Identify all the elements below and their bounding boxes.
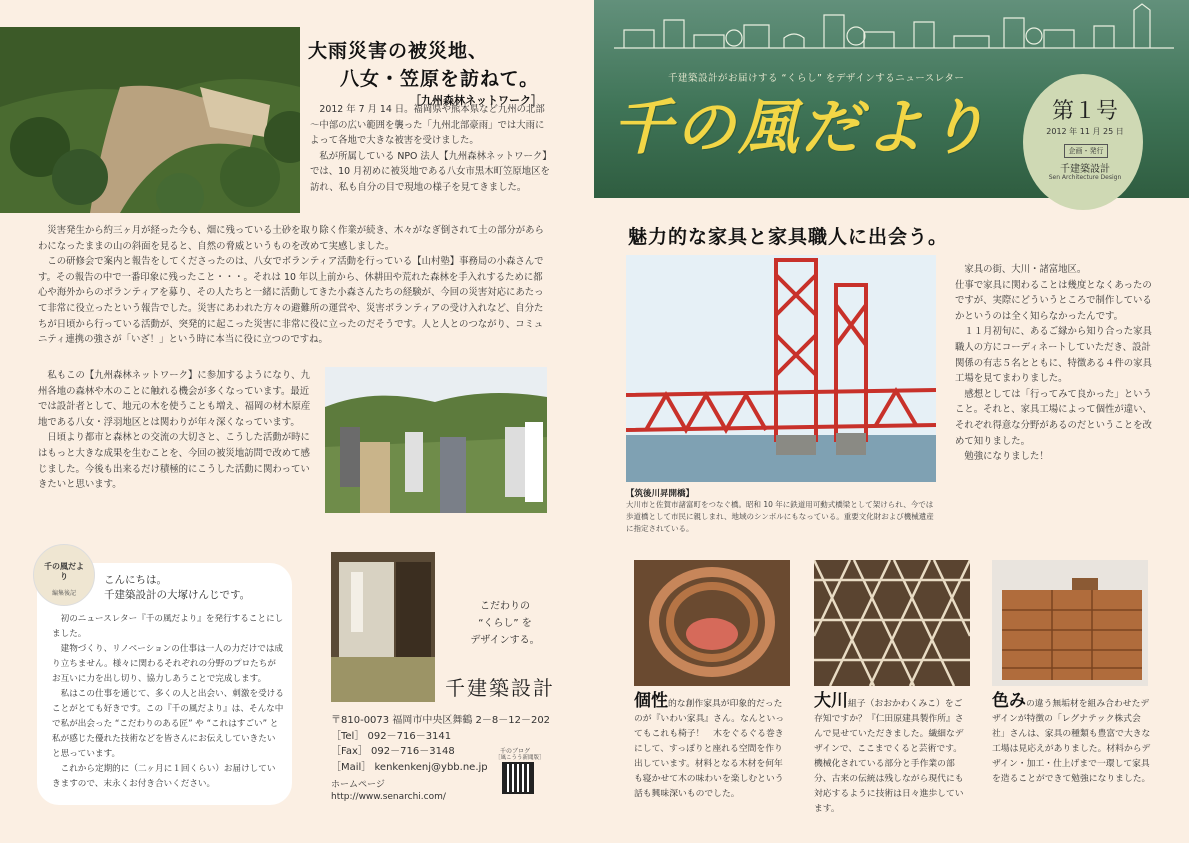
furniture-p2: 仕事で家具に関わることは幾度となくあったのですが、実際にどういうところで制作しているかというのは全く知らなかったんです。: [955, 279, 1152, 322]
issue-org-label: 企画・発行: [1064, 144, 1108, 158]
col2-sub: 組子（おおかわくみこ）をご存知ですか？: [814, 699, 963, 724]
furniture-body: [955, 262, 1155, 465]
disaster-p2: 私が所属している NPO 法人【九州森林ネットワーク】では、10 月初めに被災地である八女市黒木町笠原地区を訪れ、私も自分の目で現地の様子を見てきました。: [310, 150, 550, 193]
issue-org-en: Sen Architecture Design: [1048, 174, 1122, 181]
visitors-photo: [325, 367, 547, 513]
disaster-body2: [38, 368, 316, 493]
disaster-p5: 私もこの【九州森林ネットワーク】に参加するようになり、九州各地の森林や木のことに触れる機会が多くなっています。最近では設計者として、地元の木を使うことも増え、福岡の材木原産地である八女・浮羽地区とは関わりが年々深くなっています。: [38, 370, 311, 428]
col3-head: 色み: [992, 691, 1026, 711]
disaster-intro: [310, 102, 550, 196]
furniture-p3: １１月初旬に、あるご縁から知り合った家具職人の方にコーディネートしていただき、設計関係の有志５名とともに、特徴ある４件の家具工場を見てまわりました。: [955, 326, 1152, 385]
bridge-photo: [626, 255, 936, 482]
slogan-line3: デザインする。: [470, 635, 540, 646]
tel: ［Tel］ 092－716－3141: [331, 730, 452, 742]
col-chair: [634, 691, 790, 802]
landslide-photo: [0, 27, 300, 213]
editor-p2: 建物づくり、リノベーションの仕事は一人の力だけでは成り立ちません。様々に関わるそれぞれの分野のプロたちがお互いに力を出し切り、協力しあうことで完成します。: [52, 644, 284, 684]
greeting-line1: こんにちは。: [104, 574, 167, 586]
disaster-body: [38, 223, 550, 348]
issue-org: 千建築設計: [1060, 164, 1110, 175]
article-org: ［九州森林ネットワーク］: [410, 94, 542, 107]
drawer-photo: [992, 560, 1148, 686]
disaster-p1: 2012 年 7 月 14 日。福岡県や熊本県など九州の北部～中部の広い範囲を襲った「九州北部豪雨」では大雨によって各地で大きな被害を受けました。: [310, 104, 545, 147]
col-kumiko: [814, 691, 970, 817]
disaster-p6: 日頃より都市と森林との交流の大切さと、こうした活動が時にはもっと大きな成果を生むことを、今回の被災地訪問で改めて感じました。今後も出来るだけ積極的にこうした活動に関わっていきたいと思います。: [38, 432, 310, 491]
slogan: [455, 598, 555, 649]
badge-title: 千の風だより: [44, 562, 84, 581]
furniture-p1: 家具の街、大川・諸富地区。: [964, 264, 1087, 275]
issue-date: 2012 年 11 月 25 日: [1046, 127, 1124, 136]
article-title-line1: 大雨災害の被災地、: [308, 40, 489, 62]
slogan-line2: “くらし” を: [478, 618, 532, 629]
slogan-line1: こだわりの: [480, 601, 530, 612]
editor-greeting: [104, 573, 284, 603]
disaster-p3: 災害発生から約三ヶ月が経った今も、畑に残っている土砂を取り除く作業が続き、木々がなぎ倒されて土の部分があらわになったままの山の斜面を見ると、自然の脅威というものを改めて実感しました。: [38, 225, 544, 252]
blog-sub: ［風こうう新聞版］: [495, 755, 545, 761]
mail[interactable]: ［Mail］ kenkenkenj@ybb.ne.jp: [331, 761, 488, 773]
blog-label: 千のブログ: [500, 748, 531, 755]
editor-body: [52, 612, 284, 792]
disaster-p4: この研修会で案内と報告をしてくださったのは、八女でボランティア活動を行っている【山村塾】事務局の小森さんです。その報告の中で一番印象に残ったこと・・・。それは 10 年以上前から、休耕田や荒れた森林を手入れするために都心や海外からのボランティアを募り、その人たちと一緒に活動してきた小森さんたちの経験が、今回の災害対応にあたって非常に役立ったという報告でした。災害にあわれた方々の避難所の運営や、災害ボランティアの受け入れなど、自分たちが日頃から行っている活動が、突発的に起こった災害に非常に役に立ったのだそうです。人と人とのつながり、コミュニティ連携の強さが「いざ！」という時に本当に役に立つのですね。: [38, 256, 544, 346]
tagline: 千建築設計がお届けする “くらし” をデザインするニュースレター: [668, 73, 965, 84]
address: 〒810-0073 福岡市中央区舞鶴 2－8－12－202: [331, 715, 551, 726]
newsletter-title: 千の風だより: [612, 93, 990, 163]
homepage-label: ホームページ: [331, 780, 385, 790]
homepage-url[interactable]: http://www.senarchi.com/: [331, 792, 446, 802]
furniture-p4: 感想としては「行ってみて良かった」ということ。それと、家具工場によって個性が違い、それぞれ得意な分野があるのだということを改めて知りました。: [955, 388, 1152, 447]
col1-head: 個性: [634, 691, 668, 711]
bridge-caption-title: 【筑後川昇開橋】: [626, 489, 695, 499]
kumiko-photo: [814, 560, 970, 686]
col2-text: 『仁田原建具製作所』さんで見せていただきました。繊細なデザインで、ここまでくると芸術です。機械化されている部分と手作業の部分、古来の伝統は残しながら現代にも対応するように技術は日々進歩しています。: [814, 714, 964, 814]
article-title-line2: 八女・笠原を訪ねて。: [340, 68, 540, 90]
col3-text: の違う無垢材を組み合わせたデザインが特徴の「レグナテック株式会社」さんは、家具の種類も豊富で大きな工場は見応えがありました。材料からデザイン・加工・仕上げまで一環して家具を造ることができて勉強になりました。: [992, 699, 1151, 784]
qr-code: [502, 762, 534, 794]
issue-number: 第１号: [1051, 99, 1118, 124]
fax: ［Fax］ 092－716－3148: [331, 746, 455, 757]
editor-p1: 初のニュースレター『千の風だより』を発行することにしました。: [52, 614, 284, 639]
badge-sub: 編集後記: [51, 590, 76, 597]
col-drawer: [992, 691, 1152, 787]
chair-photo: [634, 560, 790, 686]
bridge-caption: 大川市と佐賀市諸富町をつなぐ橋。昭和 10 年に鉄道用可動式橋梁として架けられ、今では歩道橋として市民に親しまれ、地域のシンボルにもなっている。重要文化財および機械遺産に指定されている。: [626, 500, 934, 533]
col1-text: 的な創作家具が印象的だったのが『いわい家具』さん。なんといってもこれも椅子！ 木をぐるぐる巻きにして、すっぽりと座れる空間を作り出しています。材料となる木材を何年も寝かせて木の味わいを楽しむという話も興味深いものでした。: [634, 699, 785, 799]
editor-p3: 私はこの仕事を通じて、多くの人と出会い、刺激を受けることがとても好きです。この『千の風だより』は、そんな中で私が出会った “こだわりのある匠” や “これはすごい” と私が感じた優れた技術などを皆さんにお伝えしていきたいと思っています。: [52, 689, 284, 759]
company-logo: 千建築設計: [445, 676, 555, 700]
tatami-room-photo: [331, 552, 435, 702]
furniture-p5: 勉強になりました！: [964, 451, 1049, 463]
editor-p4: これから定期的に（二ヶ月に１回くらい）お届けしていきますので、末永くお付き合いください。: [52, 764, 276, 789]
furniture-title: 魅力的な家具と家具職人に出会う。: [628, 226, 949, 248]
greeting-line2: 千建築設計の大塚けんじです。: [104, 589, 251, 601]
col2-head: 大川: [814, 691, 848, 711]
